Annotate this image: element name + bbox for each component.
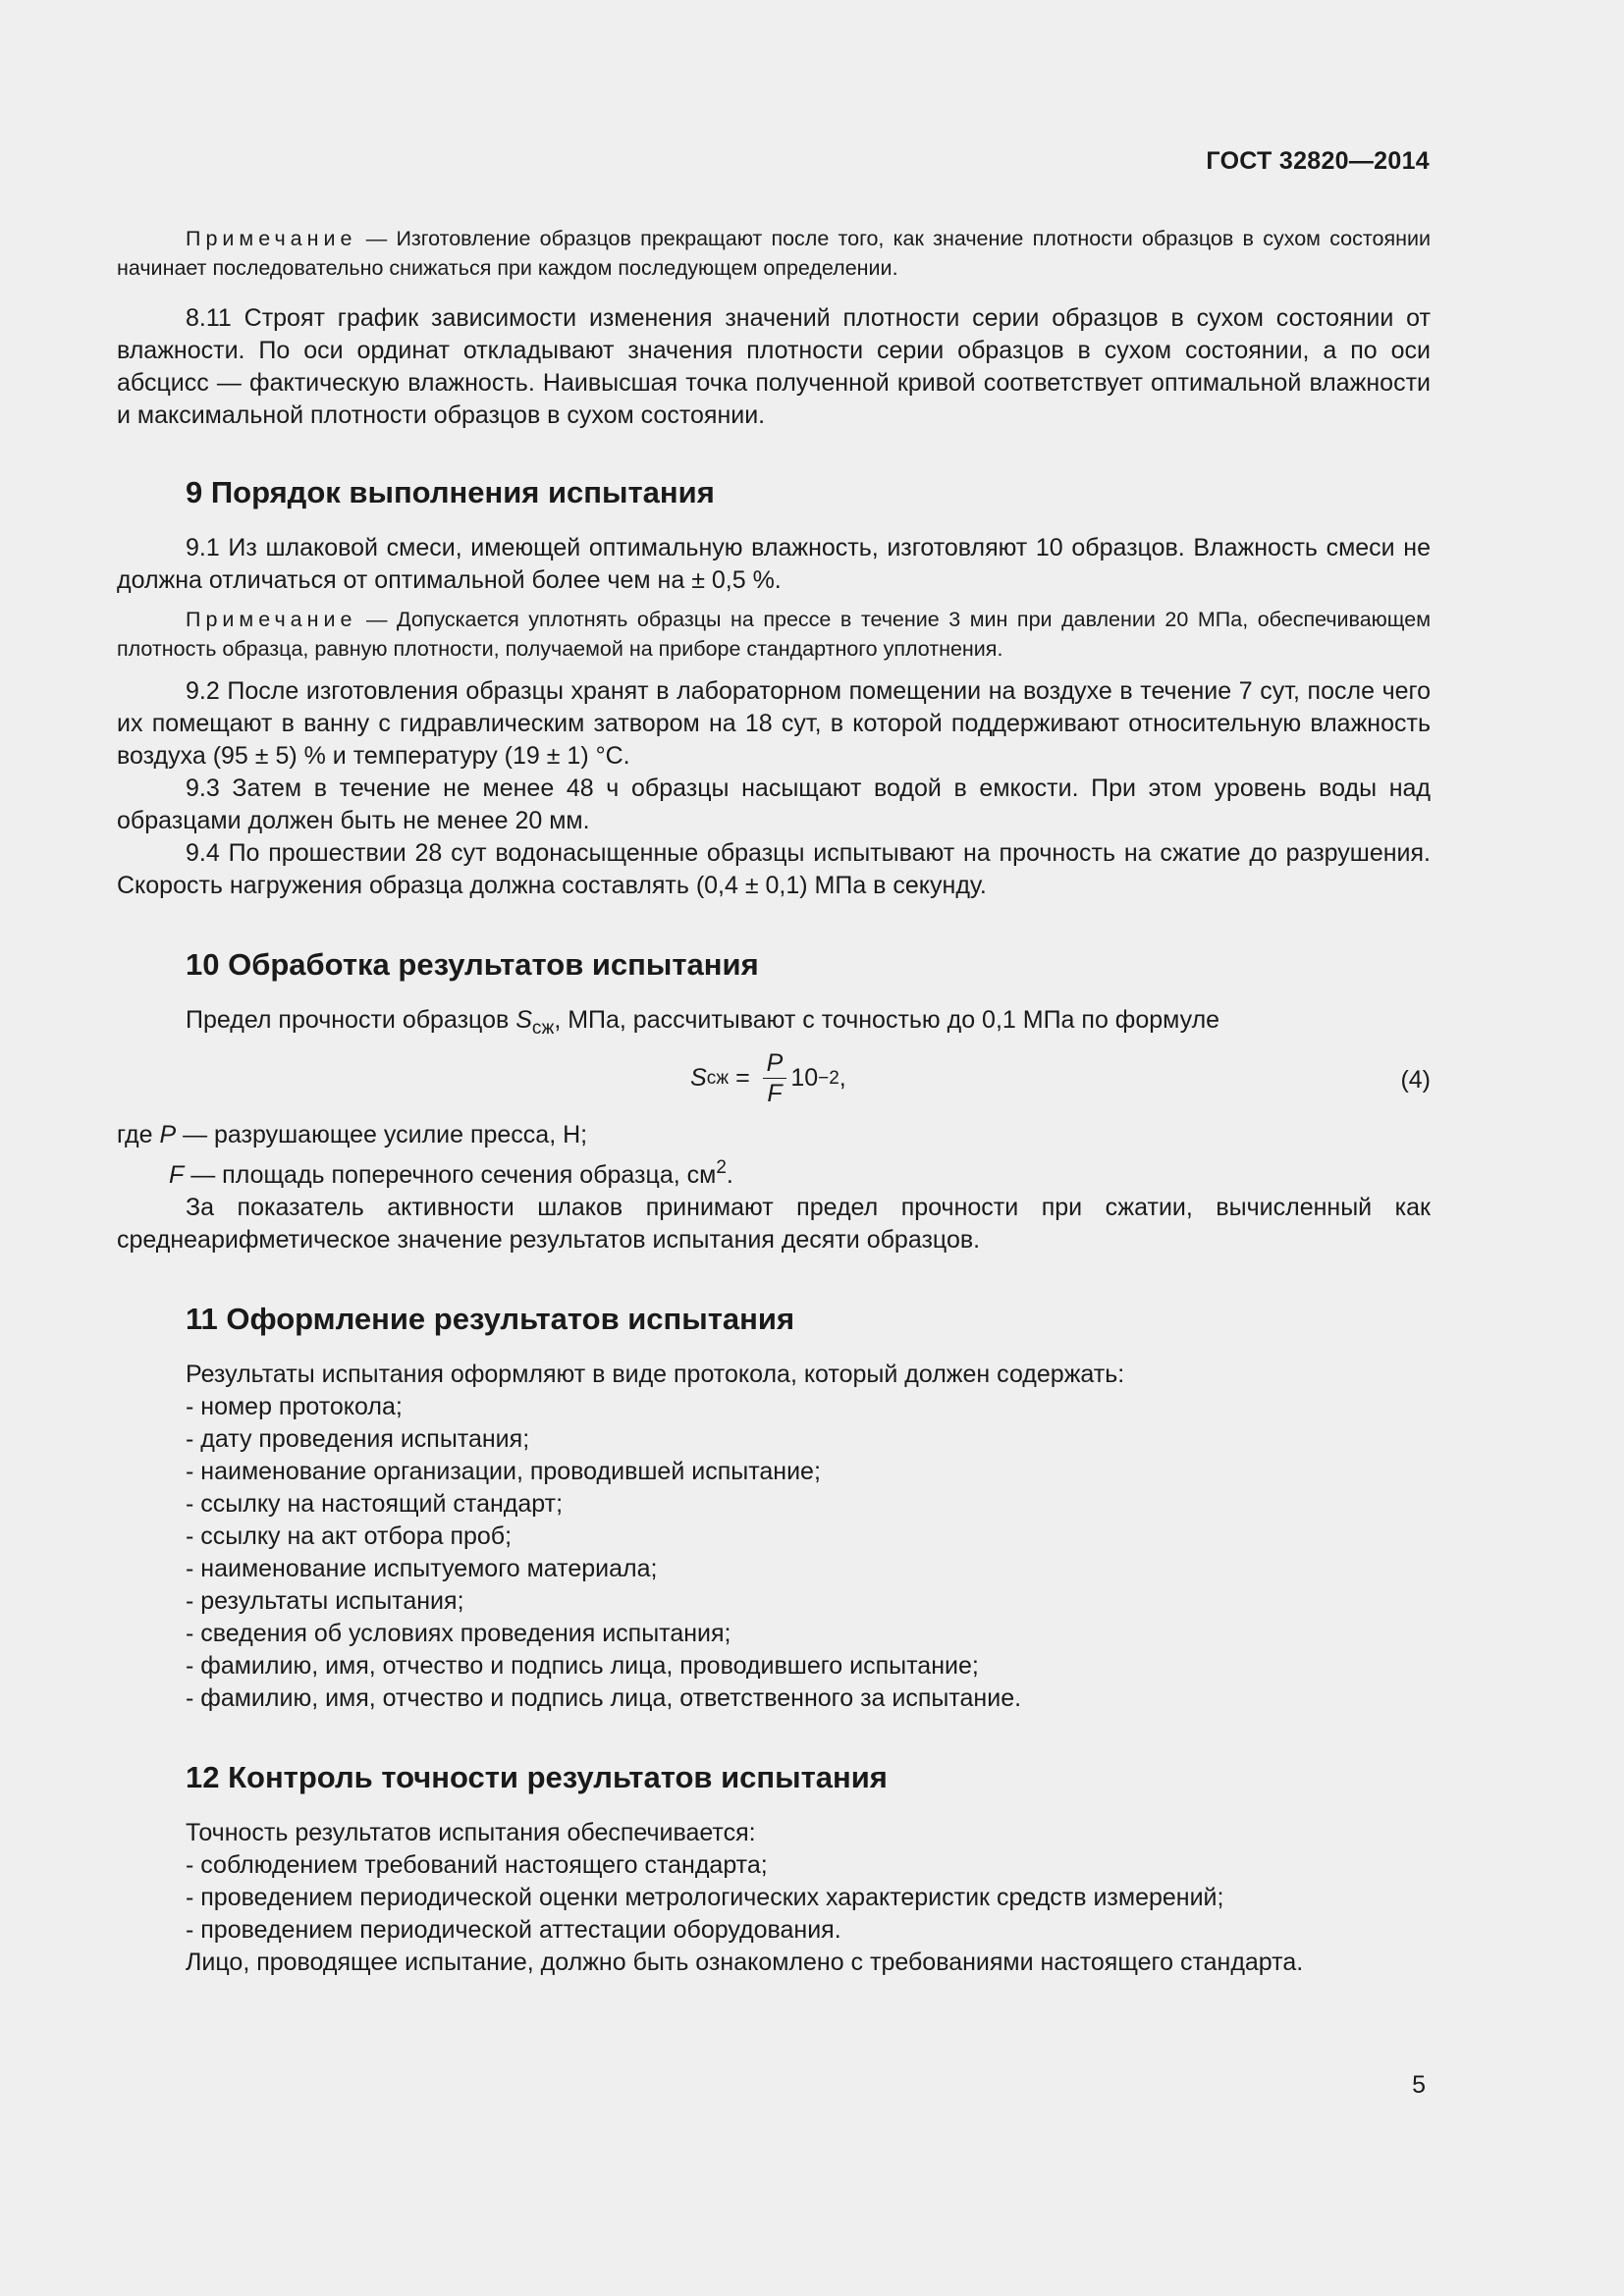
list-item: - наименование испытуемого материала;: [186, 1555, 658, 1582]
heading-section-11: 11 Оформление результатов испытания: [186, 1302, 795, 1336]
intro-text-end: , МПа, рассчитывают с точностью до 0,1 МПа по формуле: [554, 1006, 1220, 1034]
paragraph-9-2: 9.2 После изготовления образцы хранят в лабораторном помещении на воздухе в течение 7 сут, после чего их помещают в ванну с гидравлическим затвором на 18 сут, в которой поддерживают относительную влажность воздуха (95 ± 5) % и температуру (19 ± 1) °С.: [117, 677, 1431, 770]
fraction-numerator: P: [763, 1048, 787, 1079]
list-item: - наименование организации, проводившей испытание;: [186, 1458, 821, 1485]
formula-exponent: −2: [818, 1067, 839, 1089]
formula-symbol-s: S: [690, 1064, 707, 1092]
section-11-intro: Результаты испытания оформляют в виде протокола, который должен содержать:: [186, 1361, 1125, 1388]
fraction-denominator: F: [767, 1080, 783, 1107]
formula-4: [117, 1044, 1431, 1119]
list-item: - проведением периодической оценки метрологических характеристик средств измерений;: [186, 1884, 1224, 1911]
where-word: где: [117, 1121, 160, 1148]
where-symbol-p: P: [159, 1121, 177, 1148]
heading-section-9: 9 Порядок выполнения испытания: [186, 475, 715, 509]
note-9-1: [117, 605, 1431, 664]
formula-comma: ,: [839, 1064, 846, 1092]
paragraph-9-1: 9.1 Из шлаковой смеси, имеющей оптимальную влажность, изготовляют 10 образцов. Влажность смеси не должна отличаться от оптимальной более чем на ± 0,5 %.: [117, 534, 1431, 594]
list-item: - фамилию, имя, отчество и подпись лица, ответственного за испытание.: [186, 1684, 1022, 1712]
note-text: — Допускается уплотнять образцы на прессе в течение 3 мин при давлении 20 МПа, обеспечивающем плотность образца, равную плотности, получаемой на приборе стандартного уплотнения.: [117, 608, 1431, 661]
paragraph-9-4: 9.4 По прошествии 28 сут водонасыщенные образцы испытывают на прочность на сжатие до разрушения. Скорость нагружения образца должна составлять (0,4 ± 0,1) МПа в секунду.: [117, 839, 1431, 899]
where-symbol-f: F: [169, 1161, 185, 1189]
note-label: Примечание: [186, 227, 357, 250]
list-item: - соблюдением требований настоящего стандарта;: [186, 1851, 768, 1879]
where-line-p: [117, 1119, 1431, 1151]
list-item: - фамилию, имя, отчество и подпись лица, проводившего испытание;: [186, 1652, 979, 1680]
formula-base: 10: [790, 1064, 819, 1092]
formula-number: (4): [1400, 1066, 1431, 1094]
superscript-2: 2: [716, 1157, 727, 1178]
formula-fraction: [763, 1048, 787, 1108]
formula-equals: =: [729, 1064, 757, 1092]
list-item: - ссылку на настоящий стандарт;: [186, 1490, 564, 1518]
formula-subscript: сж: [706, 1067, 730, 1089]
list-item: - дату проведения испытания;: [186, 1425, 530, 1453]
where-text-p: — разрушающее усилие пресса, Н;: [176, 1121, 588, 1148]
list-item: - сведения об условиях проведения испытания;: [186, 1620, 731, 1647]
note-text: — Изготовление образцов прекращают после того, как значение плотности образцов в сухом состоянии начинает последовательно снижаться при каждом последующем определении.: [117, 227, 1431, 280]
formula-expression: [690, 1048, 846, 1108]
where-end: .: [726, 1161, 733, 1189]
page-content: [117, 224, 1431, 1979]
paragraph-9-3: 9.3 Затем в течение не менее 48 ч образцы насыщают водой в емкости. При этом уровень воды над образцами должен быть не менее 20 мм.: [117, 774, 1431, 834]
where-text-f: — площадь поперечного сечения образца, см: [184, 1161, 717, 1189]
list-item: - результаты испытания;: [186, 1587, 464, 1615]
page-number: 5: [1412, 2071, 1426, 2099]
paragraph-10-result: За показатель активности шлаков принимают предел прочности при сжатии, вычисленный как среднеарифметическое значение результатов испытания десяти образцов.: [117, 1194, 1431, 1254]
heading-section-10: 10 Обработка результатов испытания: [186, 947, 759, 982]
list-item: - номер протокола;: [186, 1393, 403, 1420]
where-line-f: [117, 1151, 1431, 1192]
note-8-10: [117, 224, 1431, 283]
section-12-final: Лицо, проводящее испытание, должно быть ознакомлено с требованиями настоящего стандарта.: [186, 1949, 1304, 1976]
heading-section-12: 12 Контроль точности результатов испытания: [186, 1760, 888, 1794]
symbol-s: S: [515, 1006, 532, 1034]
document-id: ГОСТ 32820—2014: [1206, 147, 1430, 175]
intro-text: Предел прочности образцов: [186, 1006, 516, 1034]
section-12-intro: Точность результатов испытания обеспечивается:: [186, 1819, 756, 1846]
paragraph-8-11: 8.11 Строят график зависимости изменения значений плотности серии образцов в сухом состоянии от влажности. По оси ординат откладывают значения плотности серии образцов в сухом состоянии, а по оси абсцисс — фактическую влажность. Наивысшая точка полученной кривой соответствует оптимальной влажности и максимальной плотности образцов в сухом состоянии.: [117, 304, 1431, 429]
subscript-szh: сж: [531, 1018, 555, 1039]
paragraph-10-intro: [117, 1004, 1431, 1044]
note-label: Примечание: [186, 608, 357, 631]
list-item: - ссылку на акт отбора проб;: [186, 1522, 513, 1550]
list-item: - проведением периодической аттестации оборудования.: [186, 1916, 841, 1944]
